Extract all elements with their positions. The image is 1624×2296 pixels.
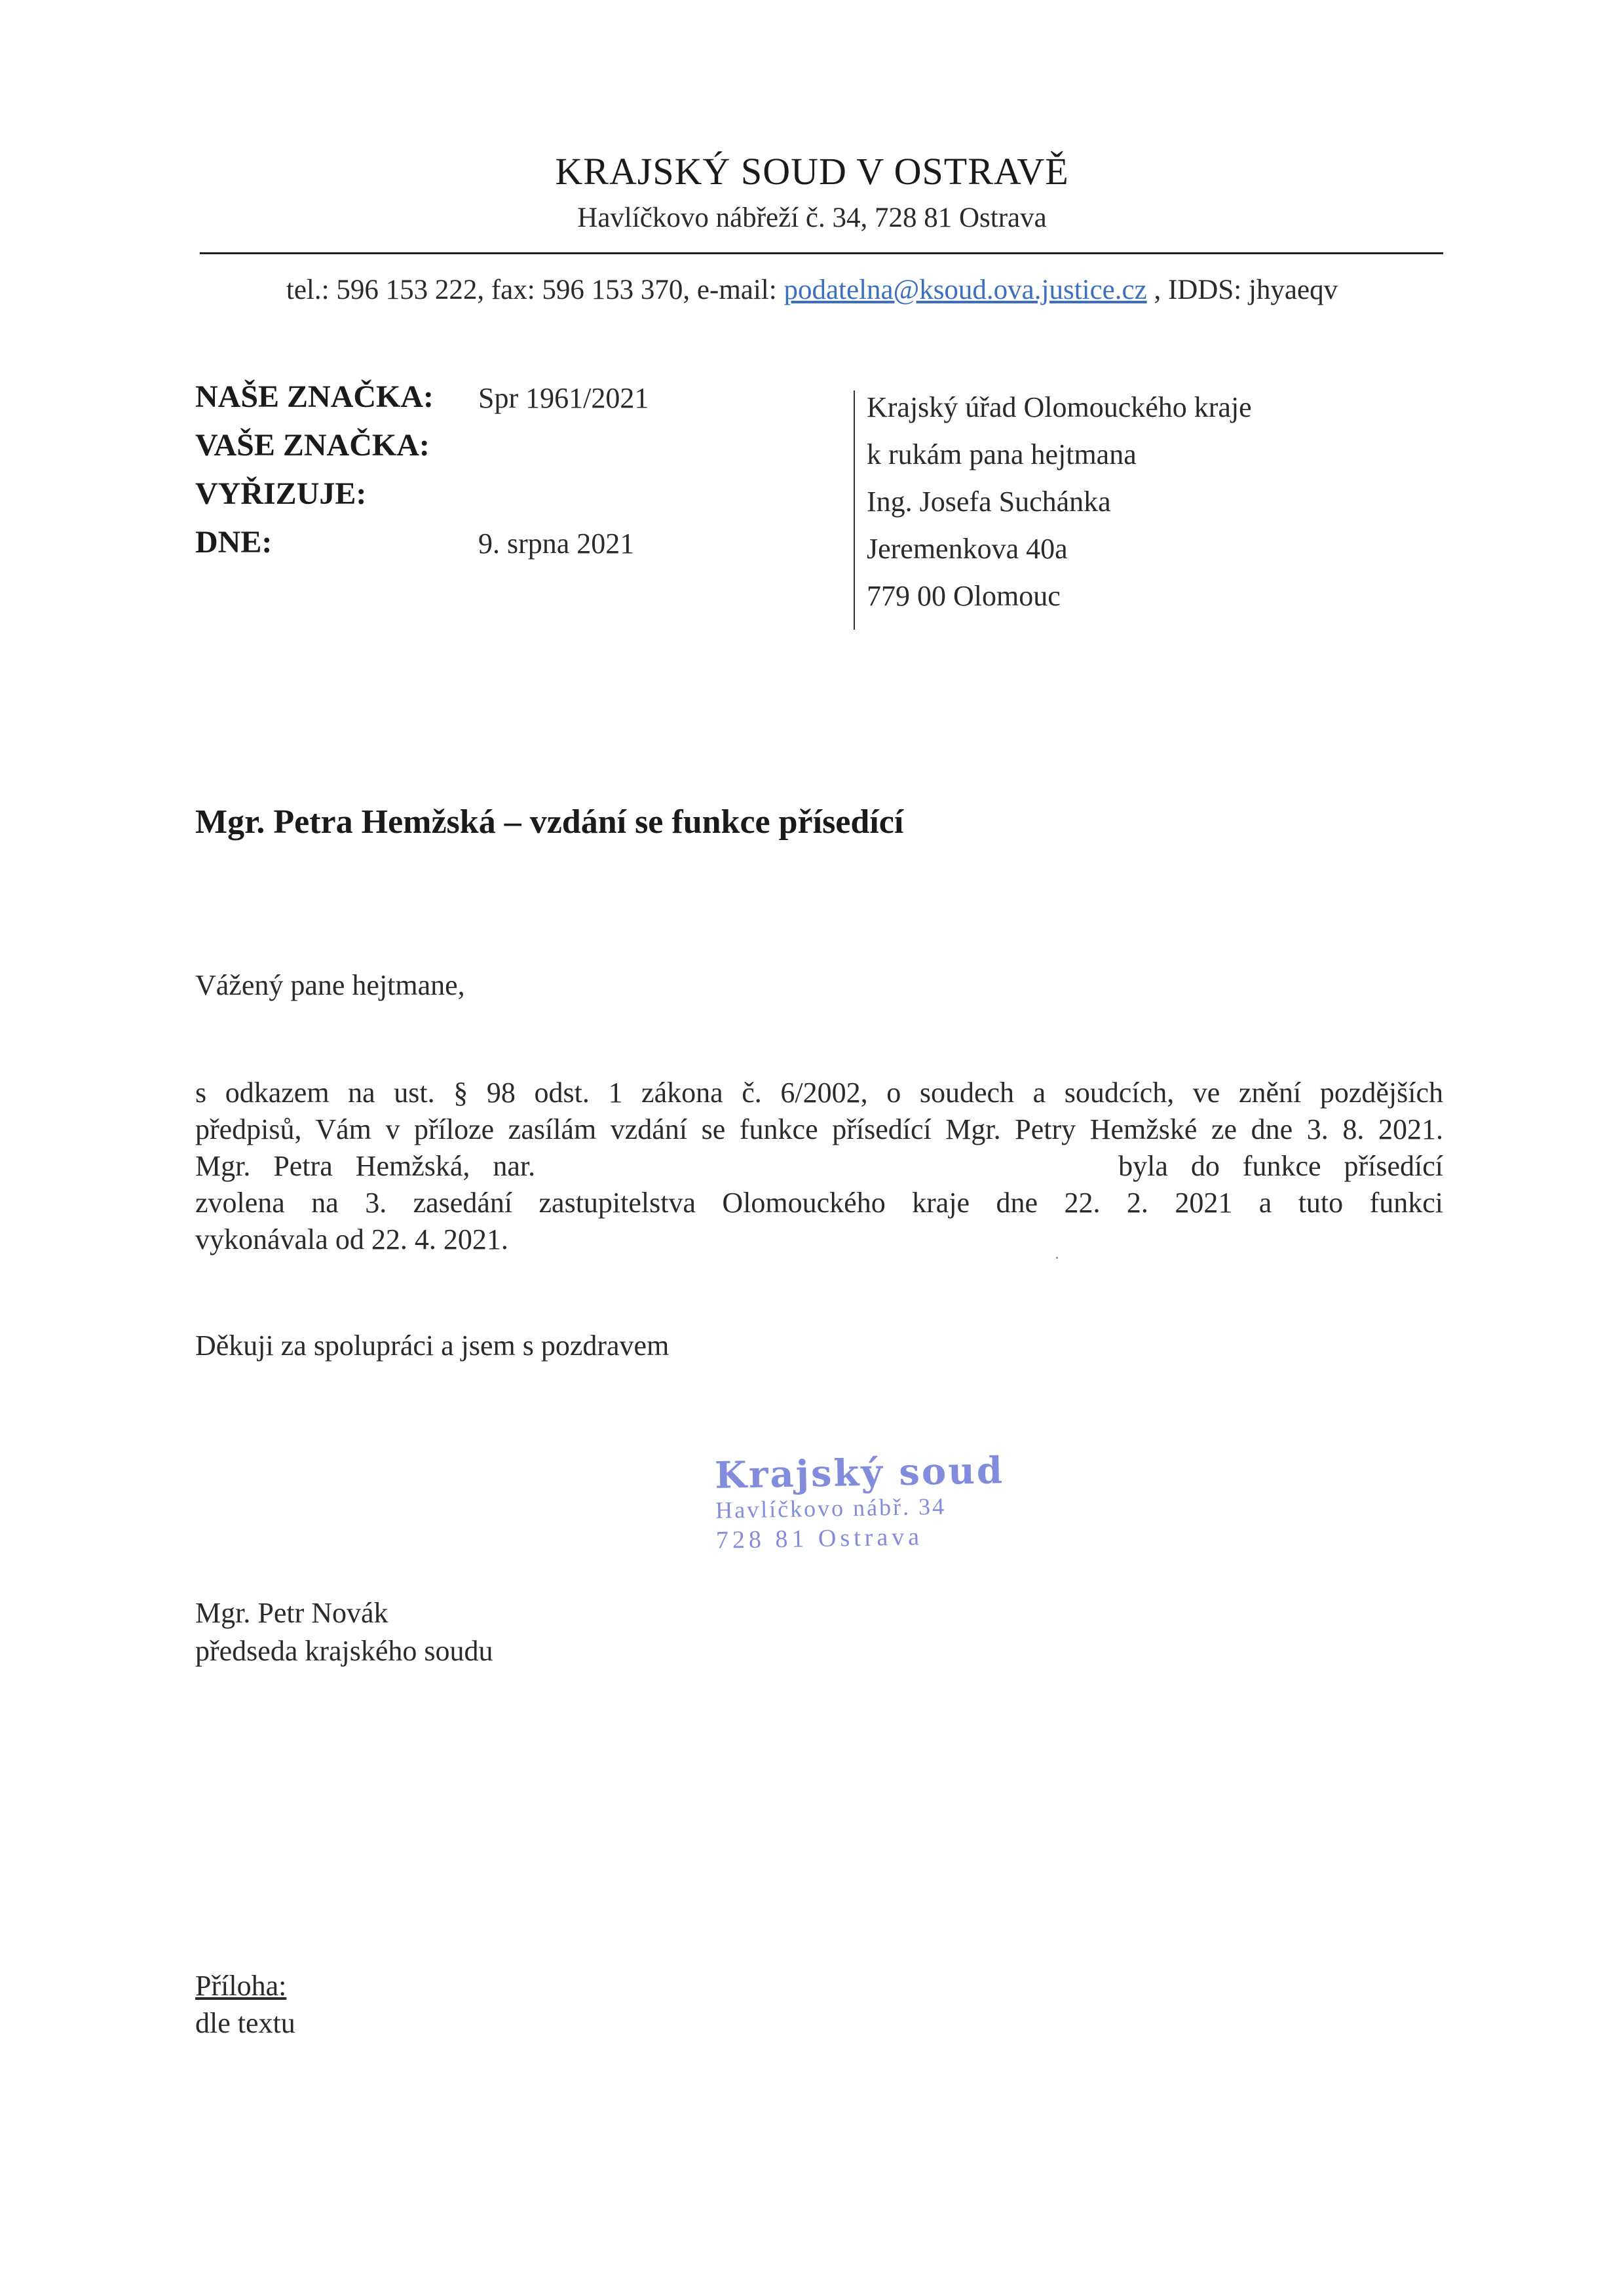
paragraph-line: zvolena na 3. zasedání zastupitelstva Olomouckého kraje dne 22. 2. 2021 a tuto funkci — [195, 1187, 1443, 1219]
contact-line — [0, 274, 1624, 306]
signer-role: předseda krajského soudu — [195, 1635, 493, 1667]
subject-heading: Mgr. Petra Hemžská – vzdání se funkce přísedící — [195, 803, 904, 841]
paragraph-line: s odkazem na ust. § 98 odst. 1 zákona č. 6/2002, o soudech a soudcích, ve znění pozdějších — [195, 1077, 1443, 1109]
paragraph-line: předpisů, Vám v příloze zasílám vzdání se funkce přísedící Mgr. Petry Hemžské ze dne 3. 8. 2021. — [195, 1113, 1443, 1145]
contact-phone-fax: tel.: 596 153 222, fax: 596 153 370, e-mail: — [286, 275, 784, 305]
recipient-divider — [854, 391, 855, 630]
recipient-line: Krajský úřad Olomouckého kraje — [867, 391, 1252, 423]
stamp-line: Havlíčkovo nábř. 34 — [715, 1493, 947, 1523]
date-label: DNE: — [195, 525, 273, 560]
attachment-label: Příloha: — [195, 1970, 287, 2002]
scan-speck — [1056, 1257, 1058, 1259]
letterhead-divider — [200, 252, 1443, 254]
salutation: Vážený pane hejtmane, — [195, 969, 465, 1001]
date-value: 9. srpna 2021 — [478, 527, 635, 560]
paragraph-line: vykonávala od 22. 4. 2021. — [195, 1223, 508, 1255]
your-ref-label: VAŠE ZNAČKA: — [195, 428, 430, 463]
recipient-line: 779 00 Olomouc — [867, 580, 1061, 612]
closing-line: Děkuji za spolupráci a jsem s pozdravem — [195, 1330, 670, 1362]
email-link[interactable]: podatelna@ksoud.ova.justice.cz — [784, 275, 1147, 305]
signer-name: Mgr. Petr Novák — [195, 1597, 388, 1629]
paragraph-line — [195, 1148, 1443, 1185]
recipient-line: Jeremenkova 40a — [867, 533, 1068, 565]
our-ref-label: NAŠE ZNAČKA: — [195, 379, 434, 414]
recipient-line: k rukám pana hejtmana — [867, 438, 1137, 470]
our-ref-value: Spr 1961/2021 — [478, 382, 649, 414]
court-address: Havlíčkovo nábřeží č. 34, 728 81 Ostrava — [577, 202, 1047, 233]
recipient-line: Ing. Josefa Suchánka — [867, 486, 1111, 518]
attachment-text: dle textu — [195, 2007, 295, 2039]
line-end: byla do funkce přísedící — [1118, 1150, 1443, 1182]
line-start: Mgr. Petra Hemžská, nar. — [195, 1150, 536, 1182]
court-stamp — [715, 1451, 1006, 1556]
handled-by-label: VYŘIZUJE: — [195, 476, 367, 511]
contact-idds: , IDDS: jhyaeqv — [1146, 275, 1338, 305]
body-paragraph — [195, 1075, 1443, 1258]
court-name: KRAJSKÝ SOUD V OSTRAVĚ — [555, 150, 1069, 193]
stamp-line: 728 81 Ostrava — [715, 1523, 924, 1554]
stamp-line: Krajský soud — [714, 1449, 1005, 1497]
